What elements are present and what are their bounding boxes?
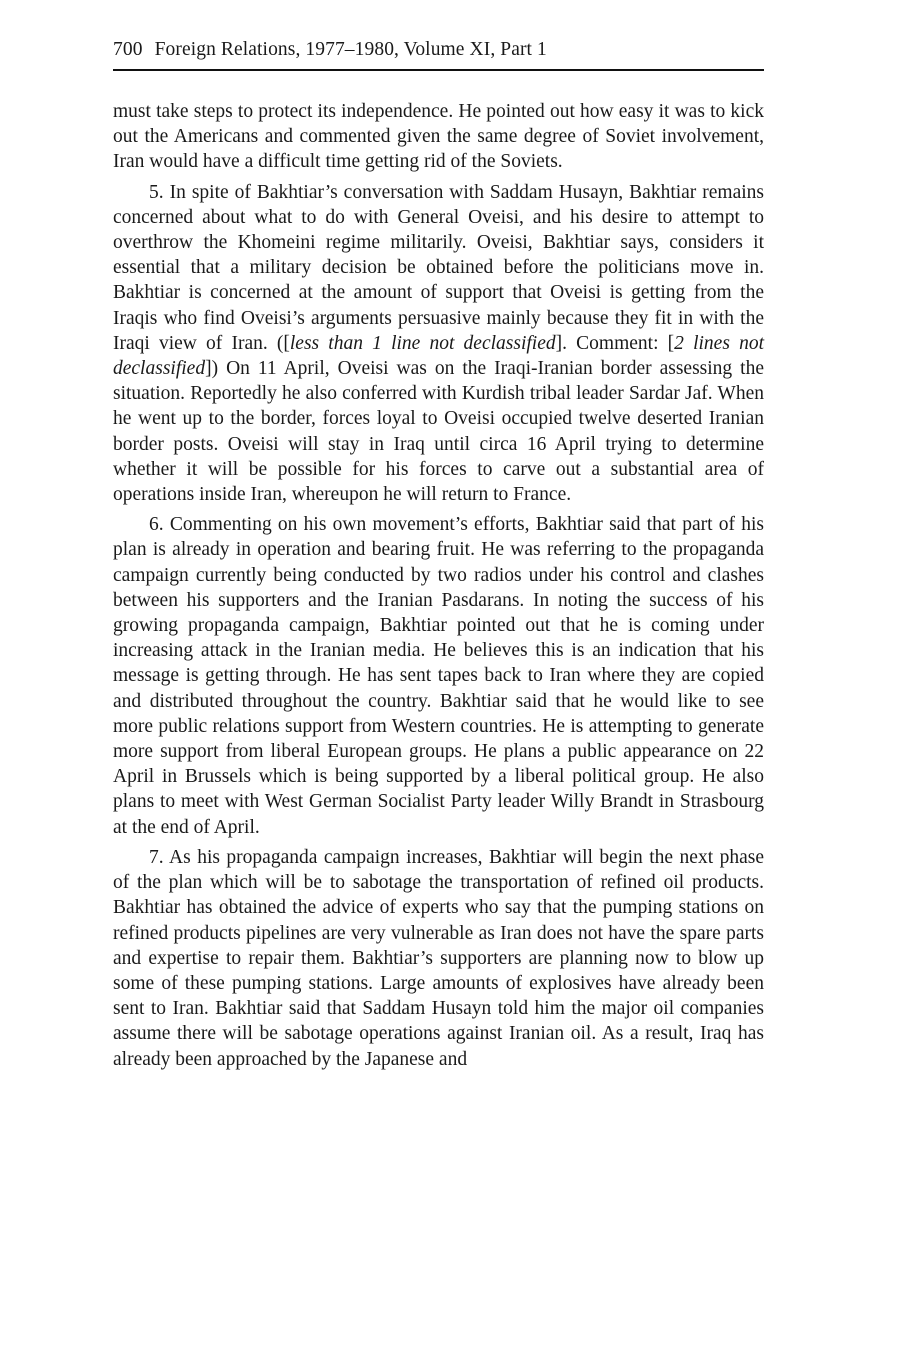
document-page [113,36,764,1077]
paragraph-6: 6. Commenting on his own movement’s efforts, Bakhtiar said that part of his plan is already in operation and bearing fruit. He was referring to the propaganda campaign currently being conducted by two radios under his control and clashes between his supporters and the Iranian Pasdarans. In noting the success of his growing propaganda campaign, Bakhtiar pointed out that he is coming under increasing attack in the Iranian media. He believes this is an indication that his message is getting through. He has sent tapes back to Iran where they are copied and distributed throughout the country. Bakhtiar said that he would like to see more public relations support from Western countries. He is attempting to generate more support from liberal European groups. He plans a public appearance on 22 April in Brussels which is being supported by a liberal political group. He also plans to meet with West German Socialist Party leader Willy Brandt in Strasbourg at the end of April. [113,514,764,838]
body-text [113,99,764,1072]
paragraph-continuation: must take steps to protect its independence. He pointed out how easy it was to kick out the Americans and commented given the same degree of Soviet involvement, Iran would have a difficult time getting rid of the Soviets. [113,101,764,173]
declassification-note-1: less than 1 line not declassified [289,332,556,354]
declassification-note-2: 2 lines not declassified [113,332,764,380]
paragraph-5 [113,180,764,508]
page-number: 700 [113,39,143,60]
paragraph-5-text-1: 5. In spite of Bakhtiar’s conversation with Saddam Husayn, Bakhtiar remains concerned about what to do with General Oveisi, and his desire to attempt to overthrow the Khomeini regime militarily. Oveisi, Bakhtiar says, considers it essential that a military decision be obtained before the politicians move in. Bakhtiar is concerned at the amount of support that Oveisi is getting from the Iraqis who find Oveisi’s arguments persuasive mainly because they fit in with the Iraqi view of Iran. ([ [113,181,764,354]
running-head [113,36,764,66]
paragraph-5-text-3: ]) On 11 April, Oveisi was on the Iraqi-Iranian border assessing the situation. Reportedly he also conferred with Kurdish tribal leader Sardar Jaf. When he went up to the border, forces loyal to Oveisi occupied twelve deserted Iranian border posts. Oveisi will stay in Iraq until circa 16 April trying to determine whether it will be possible for his forces to carve out a substantial area of operations inside Iran, whereupon he will return to France. [113,358,764,506]
paragraph-5-text-2: ]. Comment: [ [555,332,675,354]
running-title: Foreign Relations, 1977–1980, Volume XI, Part 1 [154,39,547,60]
header-rule [113,69,764,71]
paragraph-7: 7. As his propaganda campaign increases, Bakhtiar will begin the next phase of the plan which will be to sabotage the transportation of refined oil products. Bakhtiar has obtained the advice of experts who say that the pumping stations on refined products pipelines are very vulnerable as Iran does not have the spare parts and expertise to repair them. Bakhtiar’s supporters are planning now to blow up some of these pumping stations. Large amounts of explosives have already been sent to Iran. Bakhtiar said that Saddam Husayn told him the major oil companies assume there will be sabotage operations against Iranian oil. As a result, Iraq has already been approached by the Japanese and [113,846,764,1070]
